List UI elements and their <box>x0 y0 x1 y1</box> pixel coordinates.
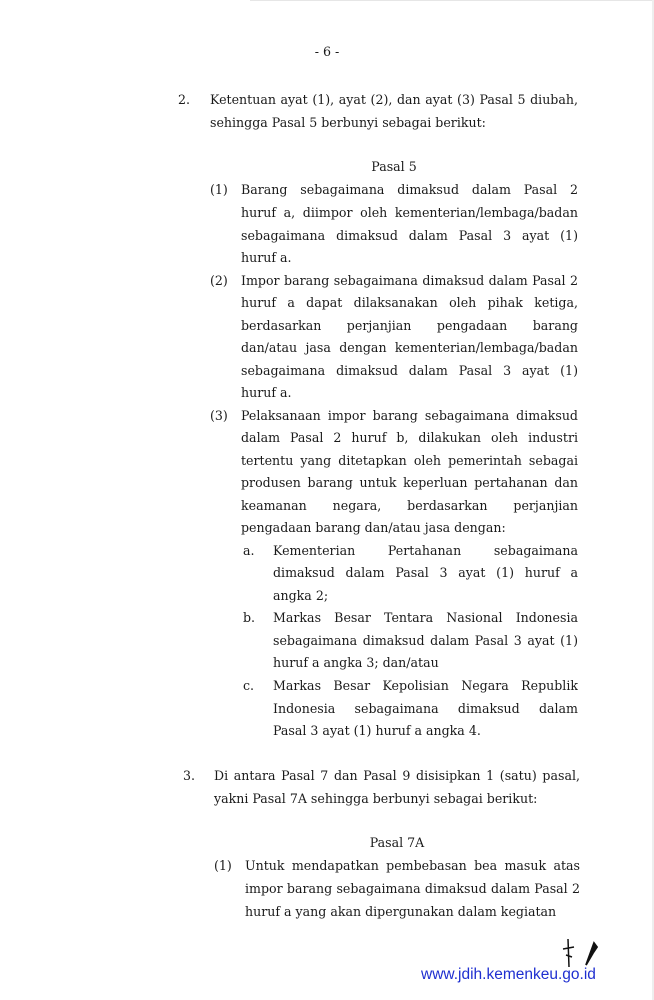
text-line: huruf a. <box>241 385 292 400</box>
text-line: Untuk mendapatkan pembebasan bea masuk atas <box>245 858 580 873</box>
text-line: Pelaksanaan impor barang sebagaimana dimaksud <box>241 408 578 423</box>
text-line: produsen barang untuk keperluan pertahanan dan <box>241 475 578 490</box>
text-line: dan/atau jasa dengan kementerian/lembaga/badan <box>241 340 578 355</box>
text-line: sehingga Pasal 5 berbunyi sebagai berikut: <box>210 115 486 130</box>
letter-item: b. <box>243 610 256 625</box>
text-line: tertentu yang ditetapkan oleh pemerintah sebagai <box>241 453 578 468</box>
text-line: Impor barang sebagaimana dimaksud dalam Pasal 2 <box>241 273 578 288</box>
text-line: Ketentuan ayat (1), ayat (2), dan ayat (3) Pasal 5 diubah, <box>210 92 578 107</box>
text-line: dalam Pasal 2 huruf b, dilakukan oleh industri <box>241 430 578 445</box>
text-line: Markas Besar Tentara Nasional Indonesia <box>273 610 578 625</box>
website-link[interactable]: www.jdih.kemenkeu.go.id <box>421 966 596 983</box>
text-line: angka 2; <box>273 588 329 603</box>
text-line: Di antara Pasal 7 dan Pasal 9 disisipkan 1 (satu) pasal, <box>214 768 580 783</box>
text-line: huruf a. <box>241 250 292 265</box>
text-line: Indonesia sebagaimana dimaksud dalam <box>273 701 578 716</box>
page-number: - 6 - <box>314 44 340 59</box>
text-line: Markas Besar Kepolisian Negara Republik <box>273 678 578 693</box>
text-line: Kementerian Pertahanan sebagaimana <box>273 543 578 558</box>
text-line: pengadaan barang dan/atau jasa dengan: <box>241 520 506 535</box>
paragraph-number: (1) <box>210 182 228 197</box>
text-line: sebagaimana dimaksud dalam Pasal 3 ayat (1) <box>241 228 578 243</box>
text-line: impor barang sebagaimana dimaksud dalam Pasal 2 <box>245 881 580 896</box>
scan-edge <box>250 0 654 1</box>
text-line: Barang sebagaimana dimaksud dalam Pasal 2 <box>241 182 578 197</box>
article-title: Pasal 5 <box>371 159 417 174</box>
text-line: dimaksud dalam Pasal 3 ayat (1) huruf a <box>273 565 578 580</box>
text-line: Pasal 3 ayat (1) huruf a angka 4. <box>273 723 481 738</box>
paragraph-number: (3) <box>210 408 228 423</box>
text-line: berdasarkan perjanjian pengadaan barang <box>241 318 578 333</box>
text-line: huruf a dapat dilaksanakan oleh pihak ketiga, <box>241 295 578 310</box>
text-line: keamanan negara, berdasarkan perjanjian <box>241 498 578 513</box>
paragraph-number: (2) <box>210 273 228 288</box>
text-line: huruf a angka 3; dan/atau <box>273 655 439 670</box>
text-line: huruf a, diimpor oleh kementerian/lembaga/badan <box>241 205 578 220</box>
text-line: yakni Pasal 7A sehingga berbunyi sebagai berikut: <box>214 791 538 806</box>
item-number: 3. <box>183 768 196 783</box>
text-line: sebagaimana dimaksud dalam Pasal 3 ayat (1) <box>241 363 578 378</box>
text-line: sebagaimana dimaksud dalam Pasal 3 ayat (1) <box>273 633 578 648</box>
item-number: 2. <box>178 92 191 107</box>
letter-item: c. <box>243 678 255 693</box>
letter-item: a. <box>243 543 255 558</box>
paragraph-number: (1) <box>214 858 232 873</box>
text-line: huruf a yang akan dipergunakan dalam kegiatan <box>245 904 557 919</box>
article-title: Pasal 7A <box>369 835 425 850</box>
